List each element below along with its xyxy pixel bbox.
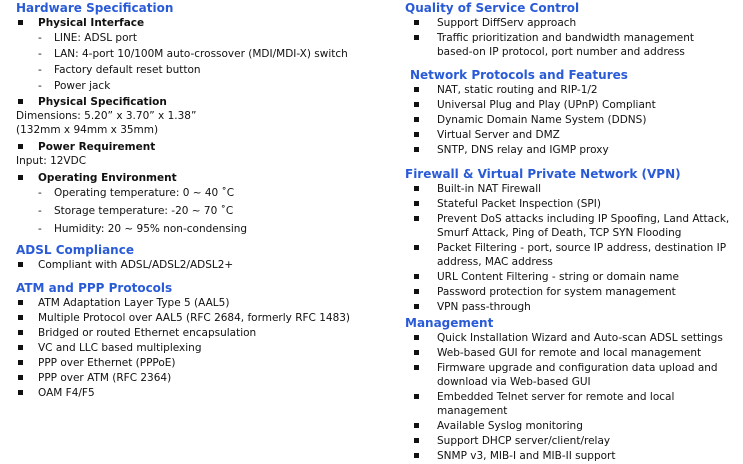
physical-spec-line1: Dimensions: 5.20” x 3.70” x 1.38” <box>16 110 197 122</box>
firewall-item: Packet Filtering - port, source IP address, destination IP address, MAC address <box>405 241 741 269</box>
sub-item: - Humidity: 20 ~ 95% non-condensing <box>16 222 386 236</box>
firewall-item: Password protection for system management <box>405 285 741 299</box>
atm-item: PPP over Ethernet (PPPoE) <box>16 356 386 370</box>
firewall-item: Prevent DoS attacks including IP Spoofing, Land Attack, Smurf Attack, Ping of Death, TCP SYN Flooding <box>405 212 741 240</box>
atm-item: Bridged or routed Ethernet encapsulation <box>16 326 386 340</box>
hardware-spec-title: Hardware Specification <box>16 1 174 15</box>
qos-item: Traffic prioritization and bandwidth management based-on IP protocol, port number and address <box>405 31 741 59</box>
management-item: Support DHCP server/client/relay <box>405 434 741 448</box>
firewall-item: Stateful Packet Inspection (SPI) <box>405 197 741 211</box>
sub-item: - Factory default reset button <box>16 63 386 77</box>
management-item: Available Syslog monitoring <box>405 419 741 433</box>
right-column <box>405 0 741 464</box>
management-item: SNMP v3, MIB-I and MIB-II support <box>405 449 741 463</box>
management-list <box>405 331 741 463</box>
power-item <box>16 140 386 154</box>
firewall-title: Firewall & Virtual Private Network (VPN) <box>405 167 681 181</box>
power-label: Power Requirement <box>38 141 156 153</box>
power-line1: Input: 12VDC <box>16 155 87 167</box>
management-item: Quick Installation Wizard and Auto-scan ADSL settings <box>405 331 741 345</box>
qos-title: Quality of Service Control <box>405 1 580 15</box>
atm-item: OAM F4/F5 <box>16 386 386 400</box>
hardware-spec-list-3 <box>16 171 386 236</box>
hardware-spec-list <box>16 16 386 109</box>
management-item: Firmware upgrade and configuration data upload and download via Web-based GUI <box>405 361 741 389</box>
firewall-item: Built-in NAT Firewall <box>405 182 741 196</box>
firewall-item: URL Content Filtering - string or domain name <box>405 270 741 284</box>
hardware-spec-list-2 <box>16 140 386 154</box>
physical-spec-label: Physical Specification <box>38 96 167 108</box>
adsl-list <box>16 258 386 272</box>
sub-item-text: LAN: 4-port 10/100M auto-crossover (MDI/MDI-X) switch <box>54 48 348 60</box>
sub-item <box>16 47 386 61</box>
physical-interface-label: Physical Interface <box>38 17 145 29</box>
network-title: Network Protocols and Features <box>410 68 628 82</box>
adsl-title: ADSL Compliance <box>16 243 134 257</box>
environment-sublist <box>16 186 386 236</box>
network-list <box>405 83 741 157</box>
physical-interface-sublist <box>16 31 386 93</box>
environment-item <box>16 171 386 236</box>
environment-label: Operating Environment <box>38 172 177 184</box>
network-item: Dynamic Domain Name System (DDNS) <box>405 113 741 127</box>
qos-list <box>405 16 741 59</box>
physical-interface-item <box>16 16 386 93</box>
sub-item: - LINE: ADSL port <box>16 31 386 45</box>
management-item: Embedded Telnet server for remote and local management <box>405 390 741 418</box>
atm-list <box>16 296 386 400</box>
network-item: Universal Plug and Play (UPnP) Compliant <box>405 98 741 112</box>
sub-item: - Power jack <box>16 79 386 93</box>
atm-item: PPP over ATM (RFC 2364) <box>16 371 386 385</box>
physical-spec-line2: (132mm x 94mm x 35mm) <box>16 124 159 136</box>
atm-item: VC and LLC based multiplexing <box>16 341 386 355</box>
firewall-list <box>405 182 741 314</box>
physical-spec-item <box>16 95 386 109</box>
qos-item: Support DiffServ approach <box>405 16 741 30</box>
network-item: SNTP, DNS relay and IGMP proxy <box>405 143 741 157</box>
atm-item: Multiple Protocol over AAL5 (RFC 2684, formerly RFC 1483) <box>16 311 386 325</box>
adsl-item: Compliant with ADSL/ADSL2/ADSL2+ <box>16 258 386 272</box>
sub-item: - Operating temperature: 0 ~ 40 ˚C <box>16 186 386 200</box>
management-item: Web-based GUI for remote and local management <box>405 346 741 360</box>
network-item: NAT, static routing and RIP-1/2 <box>405 83 741 97</box>
firewall-item: VPN pass-through <box>405 300 741 314</box>
sub-item: - Storage temperature: -20 ~ 70 ˚C <box>16 204 386 218</box>
left-column <box>16 0 386 400</box>
atm-title: ATM and PPP Protocols <box>16 281 173 295</box>
network-item: Virtual Server and DMZ <box>405 128 741 142</box>
management-title: Management <box>405 316 494 330</box>
atm-item: ATM Adaptation Layer Type 5 (AAL5) <box>16 296 386 310</box>
